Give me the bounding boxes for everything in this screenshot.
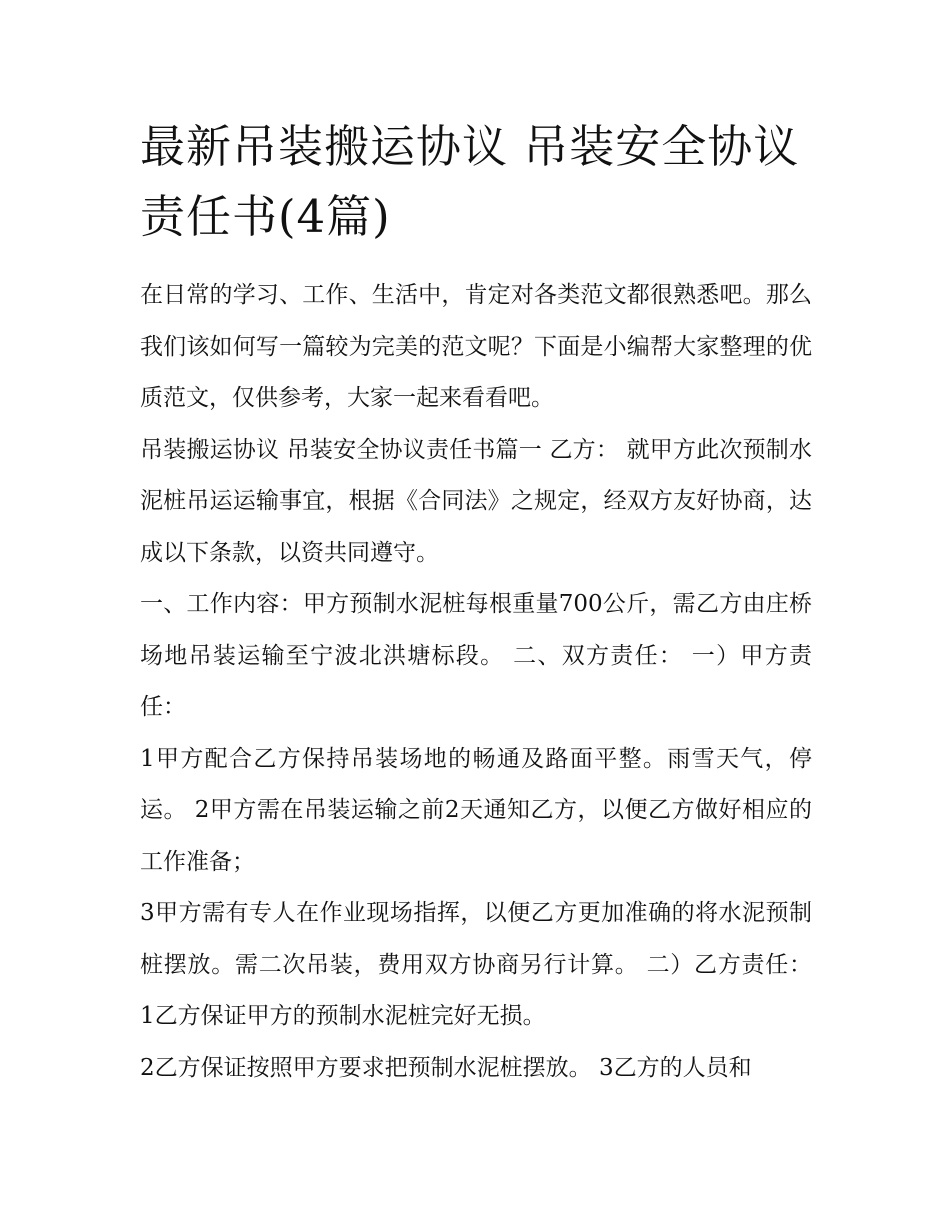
party-b-duty-paragraph: 2乙方保证按照甲方要求把预制水泥桩摆放。 3乙方的人员和	[140, 1054, 752, 1081]
work-content-paragraph: 一、工作内容：甲方预制水泥桩每根重量700公斤，需乙方由庄桥场地吊装运输至宁波北洪塘标段。 二、双方责任： 一）甲方责任：	[140, 591, 812, 720]
document-page	[140, 112, 812, 1094]
party-a-duty-paragraph-2: 3甲方需有专人在作业现场指挥，以便乙方更加准确的将水泥预制桩摆放。需二次吊装，费用双方协商另行计算。 二）乙方责任： 1乙方保证甲方的预制水泥桩完好无损。	[140, 900, 812, 1029]
intro-paragraph: 在日常的学习、工作、生活中，肯定对各类范文都很熟悉吧。那么我们该如何写一篇较为完美的范文呢？下面是小编帮大家整理的优质范文，仅供参考，大家一起来看看吧。	[140, 282, 812, 411]
document-title: 最新吊装搬运协议 吊装安全协议责任书(4篇)	[140, 120, 800, 243]
party-a-duty-paragraph-1: 1甲方配合乙方保持吊装场地的畅通及路面平整。雨雪天气，停运。 2甲方需在吊装运输之前2天通知乙方，以便乙方做好相应的工作准备；	[140, 745, 812, 875]
section-one-paragraph: 吊装搬运协议 吊装安全协议责任书篇一 乙方： 就甲方此次预制水泥桩吊运运输事宜，根据《合同法》之规定，经双方友好协商，达成以下条款，以资共同遵守。	[140, 436, 812, 566]
